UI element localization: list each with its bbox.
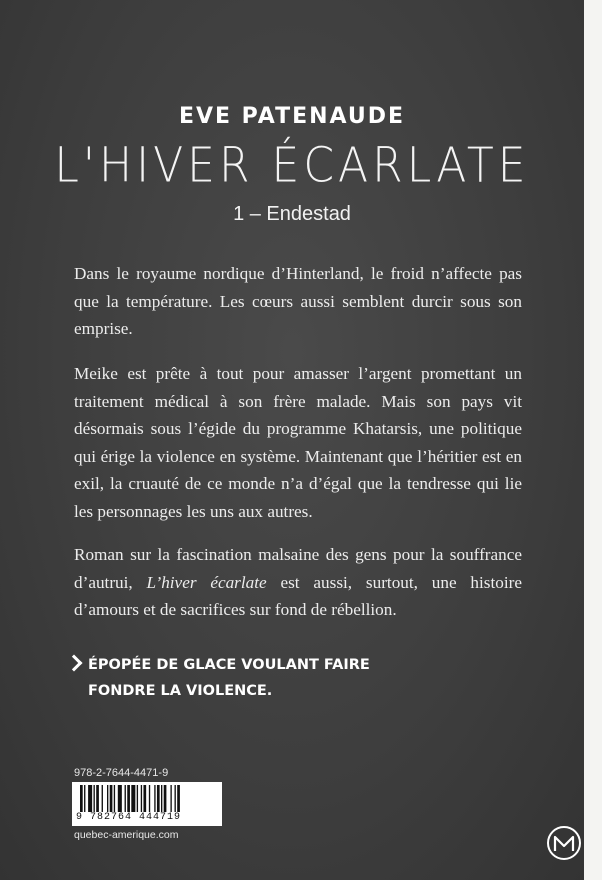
author-name: EVE PATENAUDE [178,104,406,129]
chevron-right-icon [66,655,83,672]
blurb-p3-book-title: L’hiver écarlate [146,572,267,592]
blurb-paragraph-3 [74,541,522,624]
publisher-website: quebec-amerique.com [74,829,179,841]
tagline-line-1: ÉPOPÉE DE GLACE VOULANT FAIRE [88,657,370,673]
publisher-logo-icon [547,826,581,860]
barcode [72,782,222,826]
book-subtitle: 1 – Endestad [233,203,351,225]
tagline [68,652,370,704]
blurb-paragraph-1: Dans le royaume nordique d’Hinterland, le froid n’affecte pas que la température. Les cœurs aussi semblent durcir sous son emprise. [74,264,522,338]
blurb-paragraph-2: Meike est prête à tout pour amasser l’argent promettant un traitement médical à son frère malade. Mais son pays vit désormais sous l’égide du programme Khatarsis, une politique qui érige la violence en système. Maintenant que l’héritier est en exil, la cruauté de ce monde n’a d’égal que la tendresse qui lie les personnages les uns aux autres. [74,364,522,521]
barcode-icon [80,785,214,812]
isbn: 978-2-7644-4471-9 [74,767,169,779]
blurb-p3-before: Roman sur la fascination malsaine des gens pour la souffrance d’autrui, [74,545,522,592]
barcode-digits: 9 782764 444719 [76,812,182,823]
publisher-logo-mark [553,834,575,852]
tagline-line-2: FONDRE LA VIOLENCE. [88,683,273,699]
book-title: L'HIVER ÉCARLATE [54,137,530,194]
blurb-p3-after: est aussi, surtout, une histoire d’amours et de sacrifices sur fond de rébellion. [74,572,522,619]
